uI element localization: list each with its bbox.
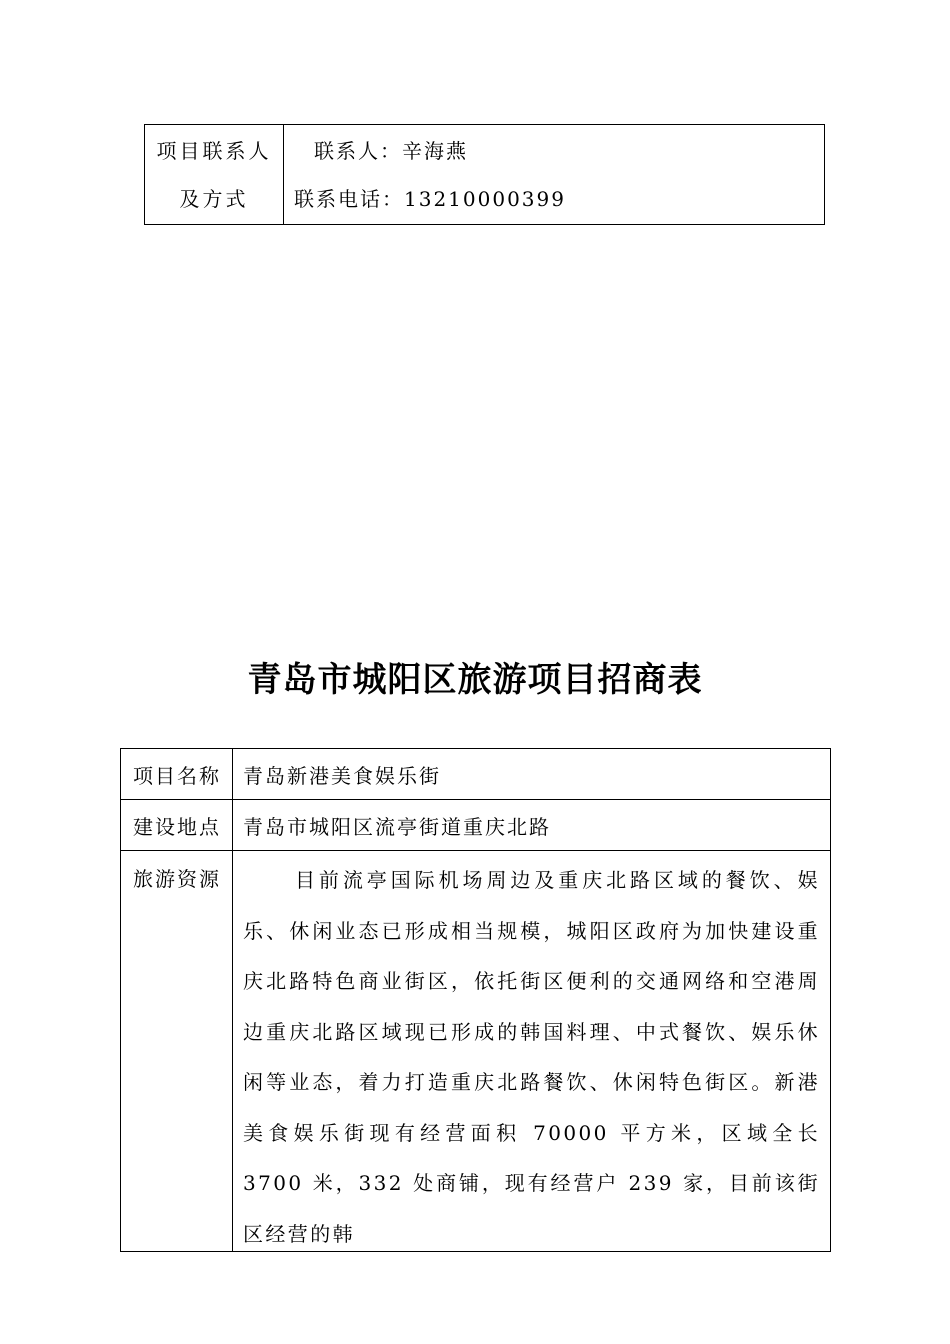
resource-cell <box>233 851 831 1252</box>
project-name-label: 项目名称 <box>121 749 233 800</box>
contact-label-cell <box>145 125 284 225</box>
resource-label: 旅游资源 <box>121 851 233 1252</box>
table-row <box>121 851 831 1252</box>
document-title: 青岛市城阳区旅游项目招商表 <box>247 660 703 700</box>
contact-person: 联系人：辛海燕 <box>314 138 468 163</box>
project-table <box>120 748 831 1252</box>
contact-label-line2: 及方式 <box>179 186 249 211</box>
table-row <box>121 749 831 800</box>
table-row <box>121 800 831 851</box>
resource-text: 目前流亭国际机场周边及重庆北路区域的餐饮、娱乐、休闲业态已形成相当规模，城阳区政府为加快建设重庆北路特色商业街区，依托街区便利的交通网络和空港周边重庆北路区域现已形成的韩国料理、中式餐饮、娱乐休闲等业态，着力打造重庆北路餐饮、休闲特色街区。新港美食娱乐街现有经营面积 70000 平方米，区域全长 3700 米，332 处商铺，现有经营户 239 家，目前该街区经营的韩 <box>243 868 820 1246</box>
contact-label-line1: 项目联系人 <box>156 138 272 163</box>
contact-value-cell <box>284 125 825 225</box>
contact-phone: 联系电话：13210000399 <box>294 186 566 211</box>
location-value: 青岛市城阳区流亭街道重庆北路 <box>233 800 831 851</box>
contact-table <box>144 124 825 225</box>
project-name-value: 青岛新港美食娱乐街 <box>233 749 831 800</box>
location-label: 建设地点 <box>121 800 233 851</box>
